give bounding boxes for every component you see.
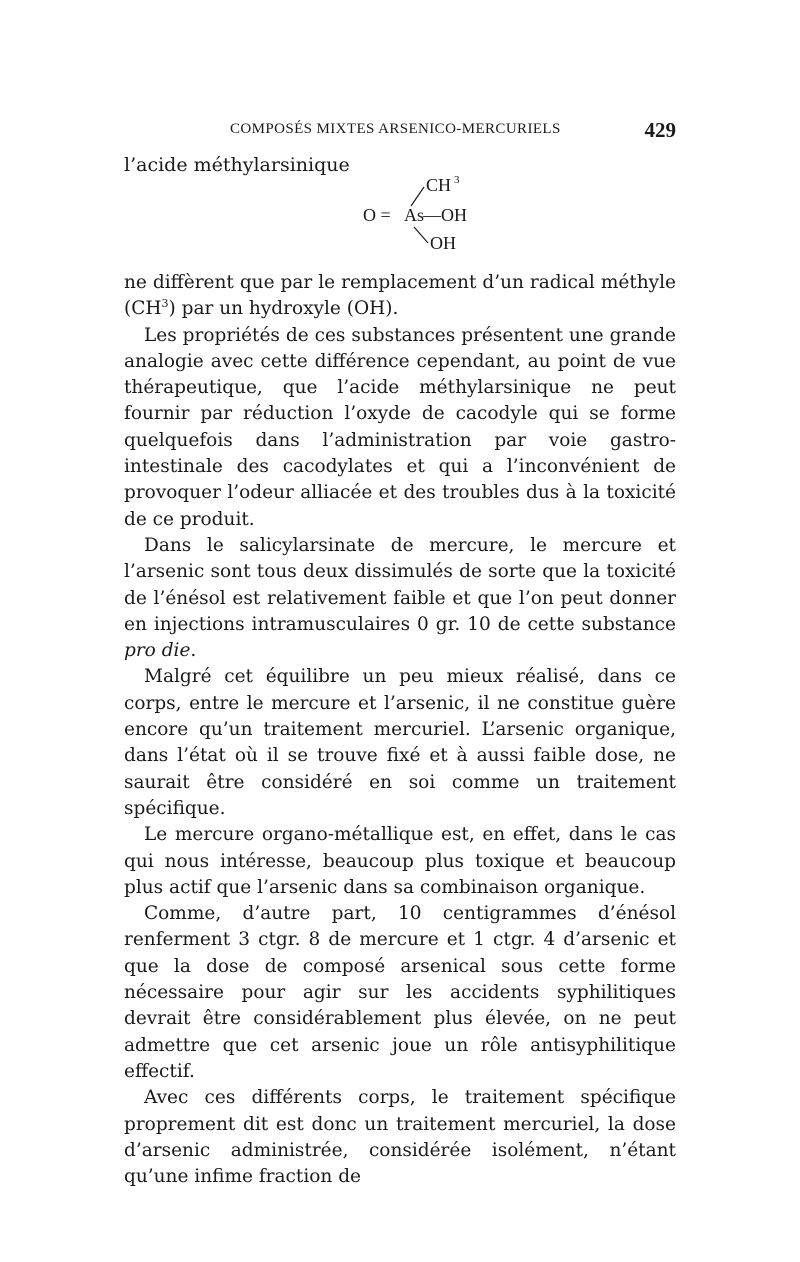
chemical-formula	[124, 174, 676, 270]
paragraph-6: Comme, d’autre part, 10 centigrammes d’énésol renferment 3 ctgr. 8 de mercure et 1 ctgr. 4 d’arsenic et que la dose de composé arsenical sous cette forme nécessaire pour agir sur les accidents syphilitiques devrait être considérablement plus élevée, on ne peut admettre que cet arsenic joue un rôle antisyphilitique effectif.	[124, 903, 676, 1082]
paragraph-1-superscript: 3	[161, 297, 169, 311]
page-number: 429	[644, 118, 676, 142]
formula-hydroxyl-2: OH	[430, 233, 456, 253]
formula-diagram	[124, 174, 676, 270]
formula-hydroxyl-1: —OH	[423, 205, 467, 225]
paragraph-7: Avec ces différents corps, le traitement spécifique proprement dit est donc un traitement mercuriel, la dose d’arsenic administrée, considérée isolément, n’étant qu’une infime fraction de	[124, 1087, 676, 1188]
paragraph-3-text-a: Dans le salicylarsinate de mercure, le mercure et l’arsenic sont tous deux dissimulés de sorte que la toxicité de l’énésol est relativement faible et que l’on peut donner en injections intramusculaires 0 gr. 10 de cette substance	[124, 534, 676, 635]
formula-methyl-subscript: 3	[454, 174, 460, 186]
paragraph-5: Le mercure organo-métallique est, en effet, dans le cas qui nous intéresse, beaucoup plus toxique et beaucoup plus actif que l’arsenic dans sa combinaison organique.	[124, 824, 676, 898]
bond-to-hydroxyl	[414, 227, 428, 243]
formula-arsenic: As	[404, 205, 425, 225]
running-head	[124, 118, 676, 144]
body-text	[124, 270, 676, 1190]
intro-line: l’acide méthylarsinique	[124, 154, 350, 176]
paragraph-1-text-b: ) par un hydroxyle (OH).	[168, 298, 399, 320]
book-page	[124, 118, 676, 1190]
paragraph-1-text-a: ne diffèrent que par le remplacement d’un radical méthyle (CH	[124, 272, 676, 320]
paragraph-4: Malgré cet équilibre un peu mieux réalisé, dans ce corps, entre le mercure et l’arsenic, il ne constitue guère encore qu’un traitement mercuriel. L’arsenic organique, dans l’état où il se trouve fixé et à aussi faible dose, ne saurait être considéré en soi comme un traitement spécifique.	[124, 666, 676, 819]
paragraph-3-text-b: .	[190, 640, 197, 662]
running-title: COMPOSÉS MIXTES ARSENICO-MERCURIELS	[230, 121, 561, 137]
bond-to-methyl	[411, 187, 424, 206]
paragraph-1	[124, 270, 676, 323]
formula-o-equals: O =	[363, 205, 391, 225]
paragraph-3-italic: pro die	[124, 640, 191, 662]
formula-methyl: CH	[426, 175, 452, 195]
paragraph-2: Les propriétés de ces substances présentent une grande analogie avec cette différence cependant, au point de vue thérapeutique, que l’acide méthylarsinique ne peut fournir par réduction l’oxyde de cacodyle qui se forme quelquefois dans l’administration par voie gastro-intestinale des cacodylates et qui a l’inconvénient de provoquer l’odeur alliacée et des troubles dus à la toxicité de ce produit.	[124, 324, 676, 530]
paragraph-3	[124, 533, 676, 664]
